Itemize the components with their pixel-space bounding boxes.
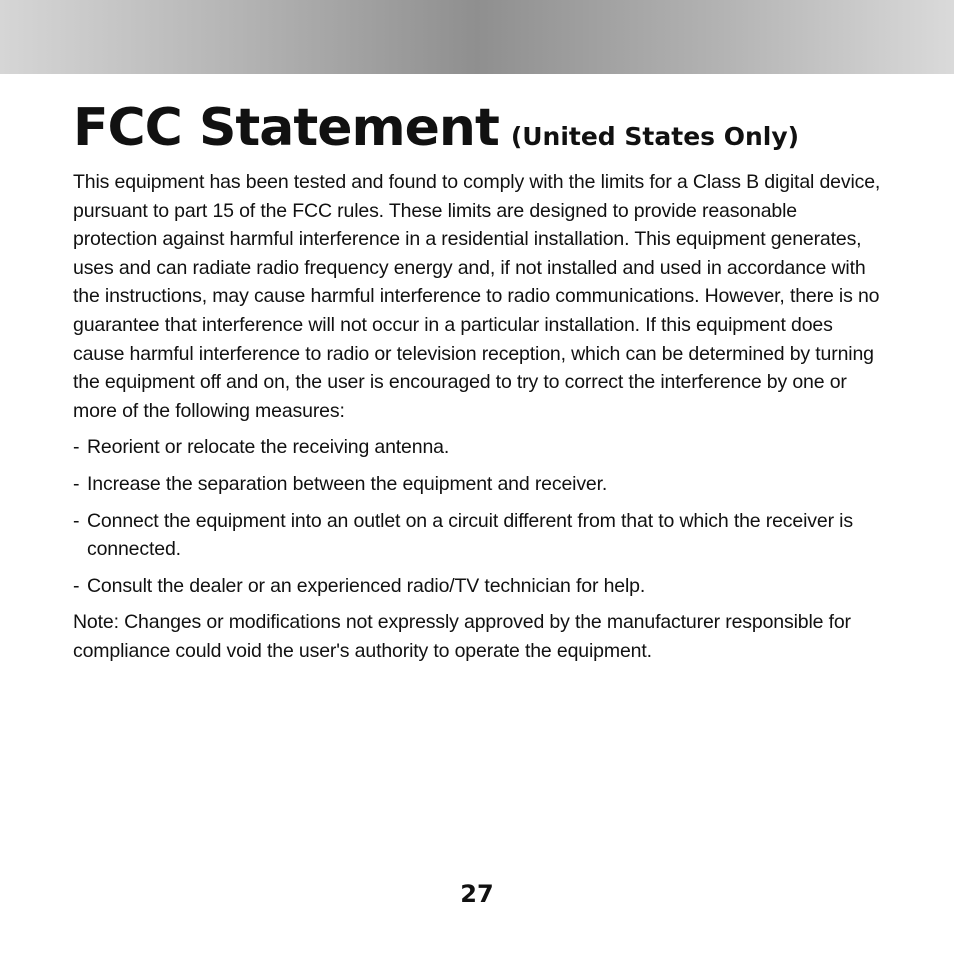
list-item-text: Increase the separation between the equipment and receiver.	[87, 472, 608, 495]
page-subtitle: (United States Only)	[510, 122, 800, 151]
intro-paragraph: This equipment has been tested and found to comply with the limits for a Class B digital device, pursuant to part 15 of the FCC rules. These limits are designed to provide reasonable protection against harmful interference in a residential installation. This equipment generates, uses and can radiate radio frequency energy and, if not installed and used in accordance with the instructions, may cause harmful interference to radio communications. However, there is no guarantee that interference will not occur in a particular installation. If this equipment does cause harmful interference to radio or television reception, which can be determined by turning the equipment off and on, the user is encouraged to try to correct the interference by one or more of the following measures:	[73, 171, 881, 422]
list-item	[73, 507, 883, 564]
measures-list	[73, 433, 883, 600]
list-item	[73, 433, 883, 462]
page-number: 27	[460, 880, 494, 908]
statement-body	[73, 168, 883, 666]
list-item	[73, 572, 883, 601]
list-item-text: Reorient or relocate the receiving antenna.	[87, 436, 450, 459]
bullet-dash: -	[73, 472, 80, 495]
list-item-text: Consult the dealer or an experienced radio/TV technician for help.	[87, 574, 646, 597]
bullet-dash: -	[73, 509, 80, 532]
header-gradient-band	[0, 0, 954, 74]
note-paragraph: Note: Changes or modifications not expressly approved by the manufacturer responsible for compliance could void the user's authority to operate the equipment.	[73, 611, 851, 662]
bullet-dash: -	[73, 436, 80, 459]
list-item-text: Connect the equipment into an outlet on a circuit different from that to which the receiver is connected.	[87, 509, 853, 561]
bullet-dash: -	[73, 574, 80, 597]
page-title: FCC Statement	[73, 98, 499, 158]
title-row	[73, 98, 893, 158]
list-item	[73, 470, 883, 499]
